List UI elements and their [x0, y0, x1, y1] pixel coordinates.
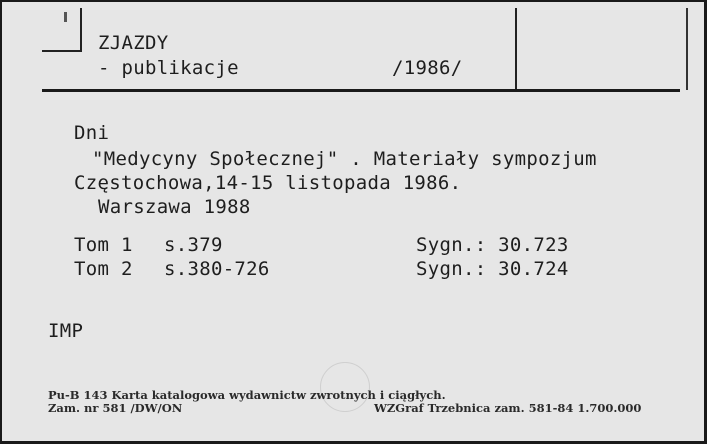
heading-year: /1986/	[392, 57, 463, 79]
volume-2-pages: s.380-726	[164, 258, 270, 280]
volume-2-label: Tom 2	[74, 258, 133, 280]
tab-mark	[64, 12, 67, 22]
volume-1-pages: s.379	[164, 234, 223, 256]
catalog-card	[2, 2, 704, 441]
footer-order-number: Zam. nr 581 /DW/ON	[48, 401, 183, 415]
imprint-code: IMP	[48, 320, 84, 342]
heading-title: ZJAZDY	[98, 32, 169, 54]
footer-printer: WZGraf Trzebnica zam. 581-84 1.700.000	[374, 401, 642, 415]
card-index-tab	[42, 8, 82, 52]
header-rule	[42, 89, 680, 92]
heading-subtitle: - publikacje	[98, 57, 239, 79]
header-divider-right	[686, 8, 688, 90]
volume-1-signature: Sygn.: 30.723	[416, 234, 569, 256]
volume-1-label: Tom 1	[74, 234, 133, 256]
header-divider-left	[515, 8, 517, 90]
title-line-2: "Medycyny Społecznej" . Materiały sympozjum	[92, 148, 597, 170]
publication-line: Warszawa 1988	[98, 196, 251, 218]
faint-circle-stamp	[320, 362, 370, 412]
title-line-1: Dni	[74, 122, 110, 144]
volume-2-signature: Sygn.: 30.724	[416, 258, 569, 280]
place-date-line: Częstochowa,14-15 listopada 1986.	[74, 172, 462, 194]
footer-line-1: Pu-B 143 Karta katalogowa wydawnictw zwrotnych i ciągłych.	[48, 388, 446, 402]
